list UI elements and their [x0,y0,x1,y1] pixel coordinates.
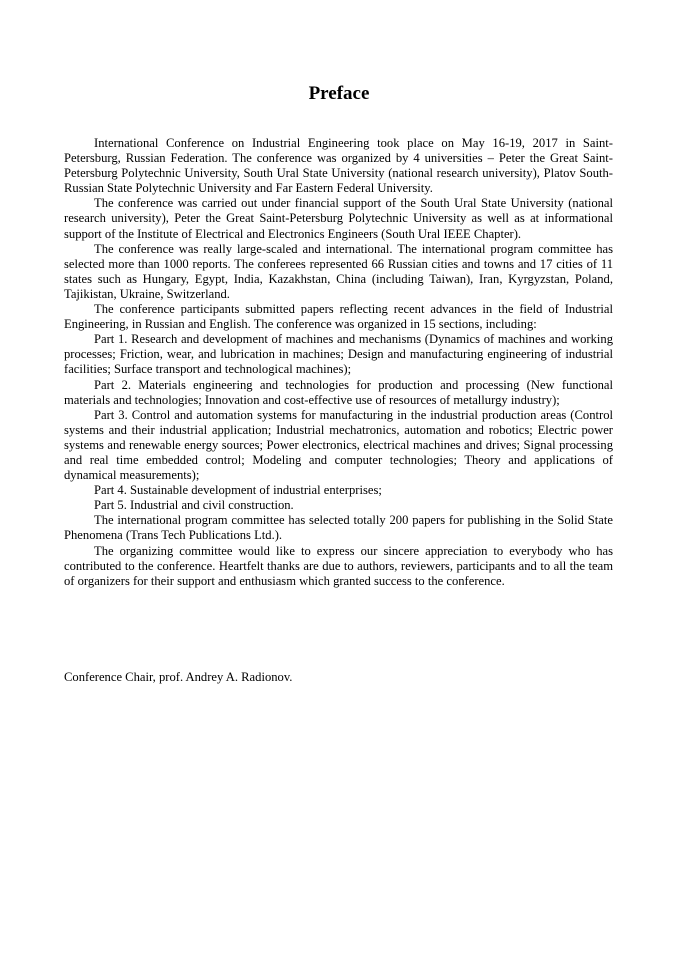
paragraph-part-3: Part 3. Control and automation systems for manufacturing in the industrial production areas (Control systems and their industrial application; Industrial mechatronics, automation and robotics; Electric power systems and renewable energy sources; Power electronics, electrical machines and drives; Signal processing and real time embedded control; Modeling and computer technologies; Theory and applications of dynamical measurements); [64,407,613,483]
page-title: Preface [308,83,370,104]
paragraph-part-4: Part 4. Sustainable development of industrial enterprises; [94,483,382,498]
paragraph-conference-intro: International Conference on Industrial Engineering took place on May 16-19, 2017 in Saint-Petersburg, Russian Federation. The conference was organized by 4 universities – Peter the Great Saint-Petersburg Polytechnic University, South Ural State University (national research university), Platov South-Russian State Polytechnic University and Far Eastern Federal University. [64,136,613,196]
paragraph-financial-support: The conference was carried out under financial support of the South Ural State University (national research university), Peter the Great Saint-Petersburg Polytechnic University as well as at informational support of the Institute of Electrical and Electronics Engineers (South Ural IEEE Chapter). [64,196,613,241]
conference-chair-signature: Conference Chair, prof. Andrey A. Radionov. [64,670,293,684]
paragraph-scale: The conference was really large-scaled and international. The international program committee has selected more than 1000 reports. The conferees represented 66 Russian cities and towns and 17 cities of 11 states such as Hungary, Egypt, India, Kazakhstan, China (including Taiwan), Iran, Kyrgyzstan, Poland, Tajikistan, Ukraine, Switzerland. [64,241,613,301]
preface-body [64,136,613,589]
paragraph-publication: The international program committee has selected totally 200 papers for publishing in the Solid State Phenomena (Trans Tech Publications Ltd.). [64,513,613,543]
paragraph-part-1: Part 1. Research and development of machines and mechanisms (Dynamics of machines and working processes; Friction, wear, and lubrication in machines; Design and manufacturing engineering of industrial facilities; Surface transport and technological machines); [64,332,613,377]
paragraph-part-5: Part 5. Industrial and civil construction. [94,498,294,513]
paragraph-sections-intro: The conference participants submitted papers reflecting recent advances in the field of Industrial Engineering, in Russian and English. The conference was organized in 15 sections, including: [64,302,613,332]
paragraph-part-2: Part 2. Materials engineering and technologies for production and processing (New functional materials and technologies; Innovation and cost-effective use of resources of metallurgy industry); [64,377,613,407]
paragraph-acknowledgements: The organizing committee would like to express our sincere appreciation to everybody who has contributed to the conference. Heartfelt thanks are due to authors, reviewers, participants and to all the team of organizers for their support and enthusiasm which granted success to the conference. [64,543,613,588]
